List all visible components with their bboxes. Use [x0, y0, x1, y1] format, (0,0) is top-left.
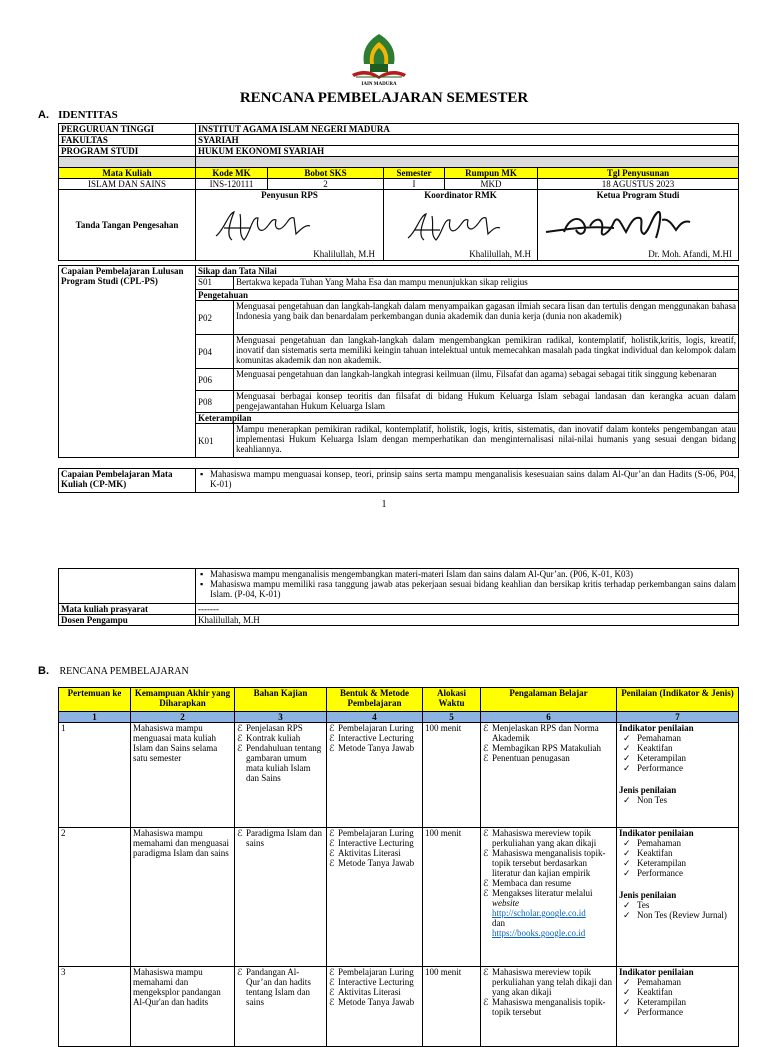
scholar-link[interactable]: http://scholar.google.co.id [492, 908, 586, 918]
list-item [329, 828, 420, 838]
course-header: Kode MK [196, 168, 268, 179]
check-icon: ✓ [623, 795, 631, 805]
list-item [483, 743, 614, 753]
signature-row [59, 190, 739, 261]
plan-header: Kemampuan Akhir yang Diharapkan [131, 688, 235, 712]
spacer-row [59, 157, 739, 168]
list-item [619, 795, 736, 805]
signature-label: Tanda Tangan Pengesahan [59, 190, 196, 261]
plan-row [59, 723, 739, 828]
identity-row [59, 124, 739, 135]
signer-role: Ketua Program Studi [596, 190, 680, 200]
pengalaman-item: Penentuan penugasan [492, 753, 570, 763]
list-item [619, 858, 736, 868]
section-a-letter: A. [38, 109, 49, 121]
list-item [237, 733, 324, 743]
plan-header: Penilaian (Indikator & Jenis) [617, 688, 739, 712]
bullet-symbol: ℰ [483, 888, 489, 898]
plan-column-number: 4 [327, 712, 423, 723]
check-icon: ✓ [623, 838, 631, 848]
bullet-symbol: ℰ [483, 878, 489, 888]
metode-item: Interactive Lecturing [338, 733, 414, 743]
cpl-text: Mampu menerapkan pemikiran radikal, kontemplatif, holistik, logis, kritis, sistematis, dan inovatif dalam konteks pengembangan atau implementasi Hukum Keluarga Islam dengan memperhatikan dan menginternalisasi nilai-nilai humanis yang sesuai dengan bidang keahliannya. [234, 424, 739, 458]
logo-caption: IAIN MADURA [361, 82, 397, 87]
plan-meeting-no: 3 [59, 967, 131, 1047]
cpl-text: Menguasai pengetahuan dan langkah-langkah dalam mengembangkan pemikiran radikal, kontemplatif, holistik,kritis, logis, kreatif, inovatif dan sistematis serta memiliki keingin tahuan intelektual untuk memecahkan masalah pada tingkat individual dan kelompok dalam komunitas akademik dan non akademik. [234, 335, 739, 369]
check-icon: ✓ [623, 900, 631, 910]
bullet-symbol: ℰ [237, 828, 243, 838]
pengalaman-item: Mahasiswa mereview topik perkuliahan yang telah dikaji dan yang akan dikaji [492, 967, 612, 997]
plan-column-number: 3 [235, 712, 327, 723]
list-item [619, 743, 736, 753]
plan-column-number: 2 [131, 712, 235, 723]
pengalaman-item: Membaca dan resume [492, 878, 571, 888]
course-header: Rumpun MK [445, 168, 538, 179]
list-item [619, 977, 736, 987]
metode-item: Pembelajaran Luring [338, 723, 414, 733]
plan-column-number: 1 [59, 712, 131, 723]
list-item [483, 888, 614, 938]
jenis-title: Jenis penilaian [619, 785, 677, 795]
signature-image [540, 200, 736, 260]
plan-metode [327, 723, 423, 828]
cpmk-item: ▪ Mahasiswa mampu menganalisis mengembangkan materi-materi Islam dan sains dalam Al-Qur’an. (P06, K-01, K03) [210, 569, 736, 579]
plan-waktu: 100 menit [423, 828, 481, 967]
plan-penilaian [617, 828, 739, 967]
list-item [619, 997, 736, 1007]
bullet-symbol: ℰ [329, 733, 335, 743]
plan-column-number: 5 [423, 712, 481, 723]
list-item [237, 743, 324, 783]
indikator-item: Pemahaman [637, 733, 681, 743]
indikator-title: Indikator penilaian [619, 828, 694, 838]
spacer-cell [59, 157, 196, 168]
check-icon: ✓ [623, 763, 631, 773]
pengalaman-item: Mengakses literatur melalui [492, 888, 593, 898]
bullet-symbol: ℰ [483, 743, 489, 753]
indikator-item: Performance [637, 868, 683, 878]
jenis-item: Non Tes [637, 795, 667, 805]
course-value: INS-120111 [196, 179, 268, 190]
plan-metode [327, 967, 423, 1047]
bullet-symbol: ℰ [237, 967, 243, 977]
bullet-symbol: ℰ [237, 743, 243, 753]
bullet-symbol: ℰ [483, 848, 489, 858]
cpl-subheading: Pengetahuan [196, 290, 739, 301]
list-item [483, 723, 614, 743]
link-joiner: dan [492, 918, 505, 928]
indikator-item: Keaktifan [637, 848, 673, 858]
bullet-symbol: ℰ [329, 723, 335, 733]
plan-bahan [235, 723, 327, 828]
cpl-text: Menguasai pengetahuan dan langkah-langkah integrasi keilmuan (ilmu, Filsafat dan agama) sebagai sebagai titik singgung kebenaran [234, 369, 739, 391]
metode-item: Metode Tanya Jawab [338, 997, 415, 1007]
identity-label: PROGRAM STUDI [59, 146, 196, 157]
pengalaman-item: Mahasiswa menganalisis topik-topik tersebut berdasarkan literatur dan kajian empirik [492, 848, 606, 878]
plan-waktu: 100 menit [423, 967, 481, 1047]
check-icon: ✓ [623, 753, 631, 763]
list-item [483, 848, 614, 878]
bahan-item: Penjelasan RPS [246, 723, 303, 733]
list-item [329, 733, 420, 743]
bahan-item: Paradigma Islam dan sains [246, 828, 322, 848]
cpl-code: K01 [196, 424, 234, 458]
identity-value: INSTITUT AGAMA ISLAM NEGERI MADURA [196, 124, 739, 135]
section-b-letter: B. [38, 665, 49, 677]
course-value: 2 [268, 179, 384, 190]
plan-kemampuan: Mahasiswa mampu memahami dan mengeksplor pandangan Al-Qur'an dan hadits [131, 967, 235, 1047]
identity-row [59, 135, 739, 146]
cpmk-table-page1 [58, 468, 739, 493]
list-item [329, 848, 420, 858]
list-item [329, 987, 420, 997]
dosen-label: Dosen Pengampu [59, 615, 196, 626]
bullet-symbol: ℰ [329, 967, 335, 977]
bullet-symbol: ℰ [483, 753, 489, 763]
indikator-item: Performance [637, 1007, 683, 1017]
signer-name: Khalilullah, M.H [469, 249, 531, 259]
check-icon: ✓ [623, 858, 631, 868]
list-item [619, 987, 736, 997]
plan-row [59, 828, 739, 967]
dosen-value: Khalilullah, M.H [196, 615, 739, 626]
list-item [329, 977, 420, 987]
cpmk-label-empty [59, 569, 196, 604]
indikator-item: Keterampilan [637, 753, 686, 763]
list-item [483, 753, 614, 763]
section-a-heading [38, 109, 118, 121]
list-item [329, 723, 420, 733]
cpmk-list [196, 469, 739, 493]
bullet-symbol: ℰ [329, 828, 335, 838]
plan-header: Bentuk & Metode Pembelajaran [327, 688, 423, 712]
course-value: ISLAM DAN SAINS [59, 179, 196, 190]
cpl-subheading: Keterampilan [196, 413, 739, 424]
cpl-code: P06 [196, 369, 234, 391]
list-item [619, 763, 736, 773]
website-word: website [492, 898, 519, 908]
cpl-table [58, 265, 739, 458]
section-a-title: IDENTITAS [58, 109, 118, 121]
bahan-item: Kontrak kuliah [246, 733, 301, 743]
plan-penilaian [617, 967, 739, 1047]
course-header-row [59, 168, 739, 179]
list-item [619, 753, 736, 763]
prasyarat-value: ------- [196, 604, 739, 615]
list-item [237, 723, 324, 733]
pengalaman-item: Menjelaskan RPS dan Norma Akademik [492, 723, 599, 743]
signer-cell [384, 190, 538, 261]
plan-bahan [235, 967, 327, 1047]
list-item [329, 743, 420, 753]
plan-meeting-no: 2 [59, 828, 131, 967]
metode-item: Metode Tanya Jawab [338, 743, 415, 753]
list-item [329, 858, 420, 868]
page-number: 1 [381, 499, 387, 510]
plan-column-number: 6 [481, 712, 617, 723]
metode-item: Aktivitas Literasi [338, 848, 401, 858]
signer-cell [196, 190, 384, 261]
identity-value: SYARIAH [196, 135, 739, 146]
cpmk-item: ▪ Mahasiswa mampu memiliki rasa tanggung jawab atas pekerjaan sesuai bidang keahlian dan bersikap kritis terhadap perkembangan sains dalam Islam. (P-04, K-01) [210, 579, 736, 599]
cpl-code: S01 [196, 277, 234, 290]
plan-header: Alokasi Waktu [423, 688, 481, 712]
bullet-symbol: ℰ [329, 743, 335, 753]
list-item [329, 997, 420, 1007]
metode-item: Interactive Lecturing [338, 977, 414, 987]
list-item [329, 838, 420, 848]
plan-header: Pengalaman Belajar [481, 688, 617, 712]
bullet-symbol: ℰ [237, 733, 243, 743]
cpl-subheading: Sikap dan Tata Nilai [196, 266, 739, 277]
course-header: Tgl Penyusunan [538, 168, 739, 179]
bullet-symbol: ℰ [329, 987, 335, 997]
plan-header: Pertemuan ke [59, 688, 131, 712]
check-icon: ✓ [623, 910, 631, 920]
indikator-item: Pemahaman [637, 838, 681, 848]
plan-pengalaman [481, 723, 617, 828]
indikator-item: Keterampilan [637, 997, 686, 1007]
bullet-symbol: ℰ [329, 977, 335, 987]
signer-role: Koordinator RMK [424, 190, 497, 200]
bullet-symbol: ℰ [329, 997, 335, 1007]
books-link[interactable]: https://books.google.co.id [492, 928, 586, 938]
indikator-item: Pemahaman [637, 977, 681, 987]
check-icon: ✓ [623, 1007, 631, 1017]
plan-row [59, 967, 739, 1047]
plan-kemampuan: Mahasiswa mampu memahami dan menguasai paradigma Islam dan sains [131, 828, 235, 967]
cpmk-label: Capaian Pembelajaran Mata Kuliah (CP-MK) [59, 469, 196, 493]
plan-pengalaman [481, 828, 617, 967]
institution-logo [344, 30, 414, 90]
metode-item: Aktivitas Literasi [338, 987, 401, 997]
bullet-symbol: ℰ [483, 997, 489, 1007]
cpl-text: Bertakwa kepada Tuhan Yang Maha Esa dan mampu menunjukkan sikap religius [234, 277, 739, 290]
cpl-label: Capaian Pembelajaran Lulusan Program Studi (CPL-PS) [59, 266, 196, 458]
check-icon: ✓ [623, 868, 631, 878]
list-item [329, 967, 420, 977]
signature-image [198, 200, 381, 260]
list-item [619, 900, 736, 910]
check-icon: ✓ [623, 733, 631, 743]
metode-item: Metode Tanya Jawab [338, 858, 415, 868]
bullet-symbol: ℰ [329, 848, 335, 858]
identity-value: HUKUM EKONOMI SYARIAH [196, 146, 739, 157]
list-item [483, 828, 614, 848]
list-item [483, 997, 614, 1017]
plan-pengalaman [481, 967, 617, 1047]
check-icon: ✓ [623, 997, 631, 1007]
list-item [619, 1007, 736, 1017]
list-item [619, 910, 736, 920]
bullet-symbol: ℰ [483, 828, 489, 838]
list-item [619, 868, 736, 878]
prasyarat-label: Mata kuliah prasyarat [59, 604, 196, 615]
list-item [619, 838, 736, 848]
plan-bahan [235, 828, 327, 967]
spacer-cell [196, 157, 739, 168]
bahan-item: Pendahuluan tentang gambaran umum mata kuliah Islam dan Sains [246, 743, 322, 783]
cpl-code: P08 [196, 391, 234, 413]
course-value: 18 AGUSTUS 2023 [538, 179, 739, 190]
check-icon: ✓ [623, 848, 631, 858]
pengalaman-item: Mahasiswa mereview topik perkuliahan yang akan dikaji [492, 828, 597, 848]
cpmk-table-page2 [58, 568, 739, 626]
course-value-row [59, 179, 739, 190]
plan-column-number: 7 [617, 712, 739, 723]
signer-cell [538, 190, 739, 261]
list-item [619, 848, 736, 858]
signature-image [386, 200, 535, 260]
identity-label: FAKULTAS [59, 135, 196, 146]
course-value: MKD [445, 179, 538, 190]
plan-kemampuan: Mahasiswa mampu menguasai mata kuliah Islam dan Sains selama satu semester [131, 723, 235, 828]
document-title: RENCANA PEMBELAJARAN SEMESTER [239, 90, 529, 106]
cpl-code: P04 [196, 335, 234, 369]
plan-penilaian [617, 723, 739, 828]
metode-item: Pembelajaran Luring [338, 828, 414, 838]
indikator-title: Indikator penilaian [619, 967, 694, 977]
metode-item: Interactive Lecturing [338, 838, 414, 848]
bullet-symbol: ℰ [329, 858, 335, 868]
list-item [237, 828, 324, 848]
jenis-item: Tes [637, 900, 650, 910]
check-icon: ✓ [623, 977, 631, 987]
list-item [237, 967, 324, 1007]
cpmk-item: ▪ Mahasiswa mampu menguasai konsep, teori, prinsip sains serta mampu menganalisis kesesuaian sains dalam Al-Qur’an dan Hadits (S-06, P04, K-01) [210, 469, 736, 489]
plan-metode [327, 828, 423, 967]
section-b-title: RENCANA PEMBELAJARAN [59, 666, 189, 677]
metode-item: Pembelajaran Luring [338, 967, 414, 977]
bullet-symbol: ℰ [483, 967, 489, 977]
bahan-item: Pandangan Al-Qur’an dan hadits tentang Islam dan sains [246, 967, 311, 1007]
section-b-heading [38, 665, 189, 677]
cpl-text: Menguasai berbagai konsep teoritis dan filsafat di bidang Hukum Keluarga Islam sebagai landasan dan kerangka acuan dalam pengejawantahan Hukum Keluarga Islam [234, 391, 739, 413]
indikator-item: Performance [637, 763, 683, 773]
plan-meeting-no: 1 [59, 723, 131, 828]
bullet-symbol: ℰ [237, 723, 243, 733]
pengalaman-item: Membagikan RPS Matakuliah [492, 743, 601, 753]
cpl-code: P02 [196, 301, 234, 335]
identity-table [58, 123, 739, 261]
indikator-title: Indikator penilaian [619, 723, 694, 733]
check-icon: ✓ [623, 987, 631, 997]
identity-label: PERGURUAN TINGGI [59, 124, 196, 135]
bullet-symbol: ℰ [329, 838, 335, 848]
signer-name: Khalilullah, M.H [313, 249, 375, 259]
cpmk-list [196, 569, 739, 604]
list-item [619, 733, 736, 743]
signer-role: Penyusun RPS [261, 190, 318, 200]
pengalaman-item: Mahasiswa menganalisis topik-topik tersebut [492, 997, 606, 1017]
indikator-item: Keaktifan [637, 743, 673, 753]
list-item [483, 967, 614, 997]
identity-row [59, 146, 739, 157]
jenis-title: Jenis penilaian [619, 890, 677, 900]
plan-table [58, 687, 739, 1047]
bullet-symbol: ℰ [483, 723, 489, 733]
signer-name: Dr. Moh. Afandi, M.HI [648, 249, 732, 259]
check-icon: ✓ [623, 743, 631, 753]
jenis-item: Non Tes (Review Jurnal) [637, 910, 727, 920]
list-item [483, 878, 614, 888]
plan-waktu: 100 menit [423, 723, 481, 828]
plan-header: Bahan Kajian [235, 688, 327, 712]
course-header: Semester [384, 168, 445, 179]
cpl-text: Menguasai pengetahuan dan langkah-langkah dalam menyampaikan gagasan ilmiah secara lisan dan tertulis dengan menggunakan bahasa Indonesia yang baik dan benardalam perkembangan dunia akademik dan dunia kerja (dunia non akademik) [234, 301, 739, 335]
course-value: I [384, 179, 445, 190]
indikator-item: Keaktifan [637, 987, 673, 997]
indikator-item: Keterampilan [637, 858, 686, 868]
course-header: Bobot SKS [268, 168, 384, 179]
course-header: Mata Kuliah [59, 168, 196, 179]
